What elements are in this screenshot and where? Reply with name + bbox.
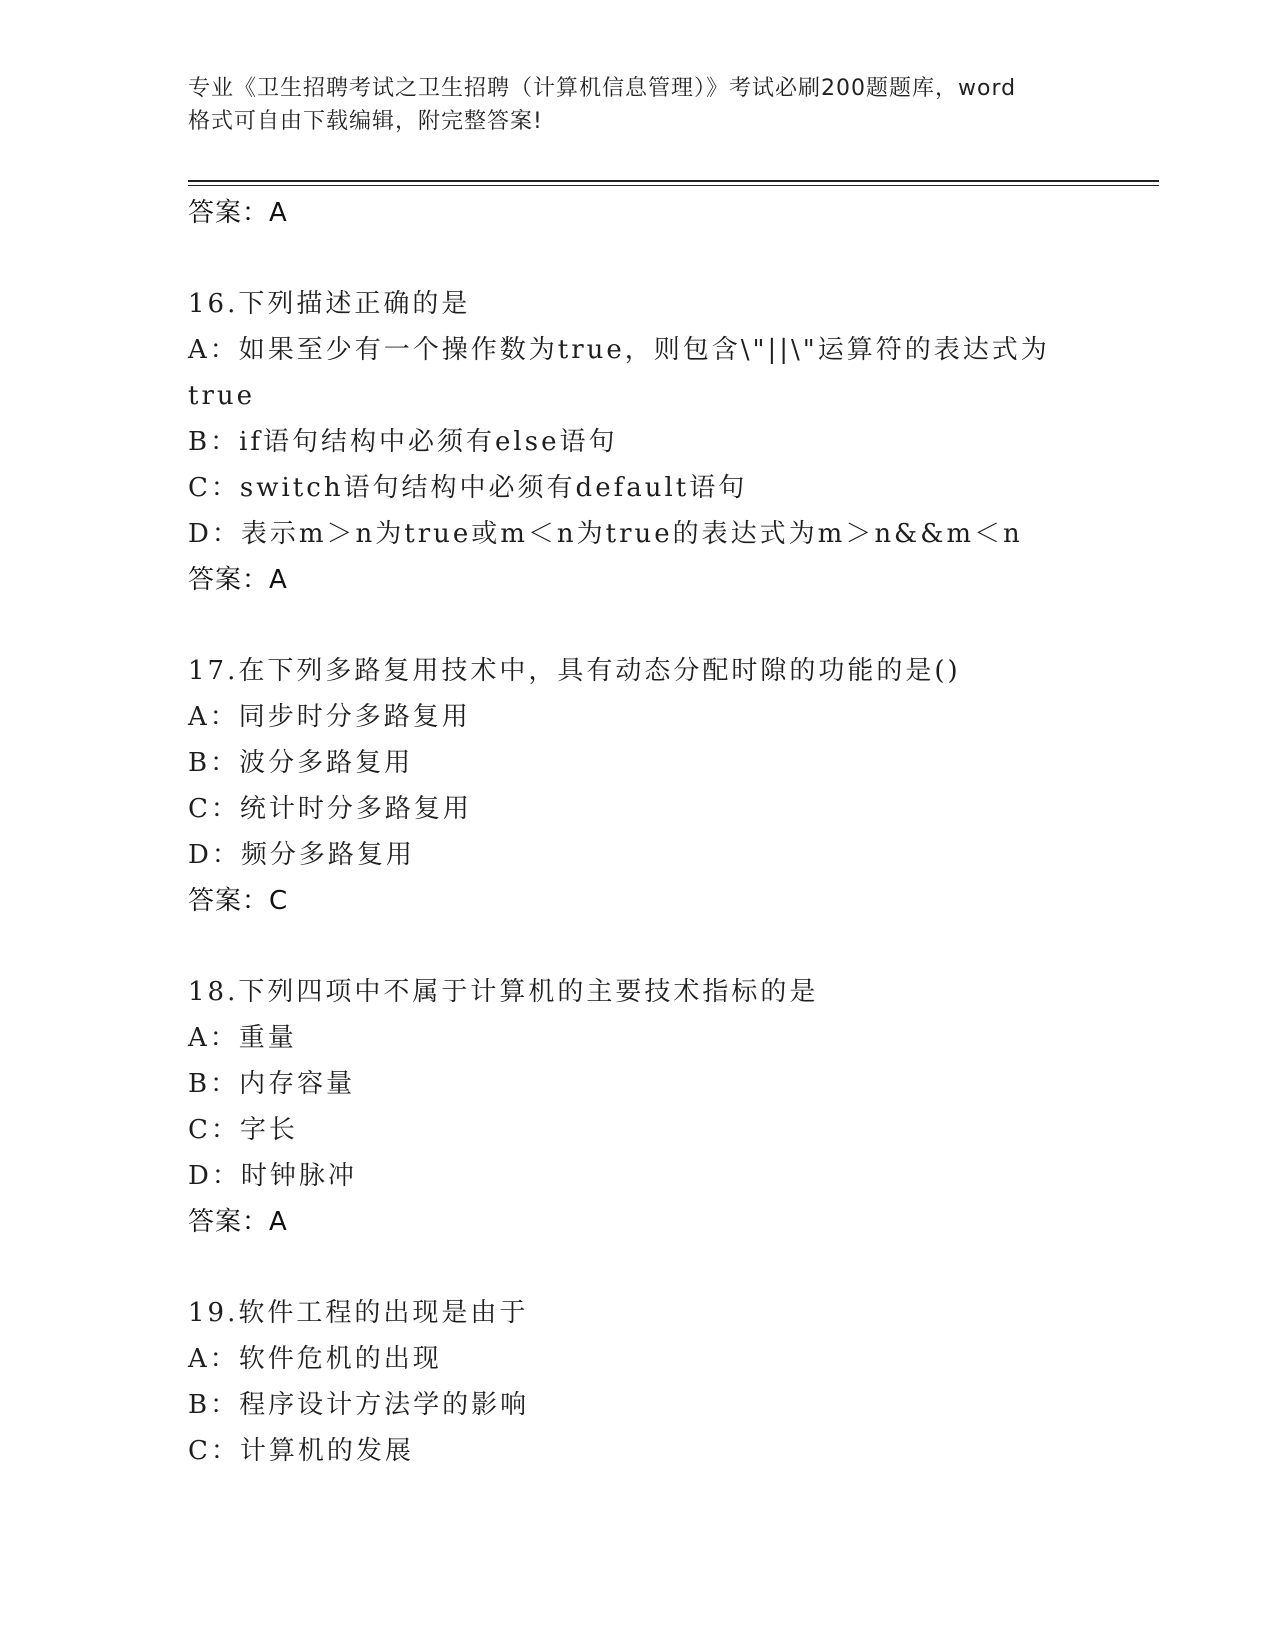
question-stem: 19.软件工程的出现是由于 [188,1298,529,1328]
option-c: C：switch语句结构中必须有default语句 [188,473,748,503]
spacer [188,603,1148,648]
option-d: D：表示m＞n为true或m＜n为true的表达式为m＞n&&m＜n [188,519,1023,549]
answer: 答案：A [188,1207,288,1237]
option-a: A：同步时分多路复用 [188,702,471,732]
option-a: A：软件危机的出现 [188,1344,442,1374]
spacer [188,1245,1148,1290]
option-c: C：统计时分多路复用 [188,794,472,824]
option-a: A：重量 [188,1023,297,1053]
header-line-1: 专业《卫生招聘考试之卫生招聘（计算机信息管理）》考试必刷200题题库，word [188,76,1017,101]
option-c: C：计算机的发展 [188,1436,414,1466]
option-b: B：波分多路复用 [188,748,414,778]
question-list [188,190,1148,1474]
header-line-2: 格式可自由下载编辑，附完整答案! [188,109,543,134]
option-b: B：内存容量 [188,1069,356,1099]
question-18 [188,969,1148,1245]
spacer [188,236,1148,281]
question-stem: 17.在下列多路复用技术中，具有动态分配时隙的功能的是() [188,656,961,686]
header-divider-thin [188,185,1159,186]
header-divider-thick [188,180,1159,182]
option-d: D：时钟脉冲 [188,1161,357,1191]
option-c: C：字长 [188,1115,298,1145]
option-b: B：程序设计方法学的影响 [188,1390,530,1420]
option-d: D：频分多路复用 [188,840,415,870]
answer: 答案：C [188,886,289,916]
question-16 [188,281,1148,603]
previous-answer: 答案：A [188,198,288,228]
spacer [188,924,1148,969]
option-a: A：如果至少有一个操作数为true，则包含\"||\"运算符的表达式为 [188,335,1050,365]
option-a-continued: true [188,381,256,411]
question-stem: 16.下列描述正确的是 [188,289,471,319]
option-b: B：if语句结构中必须有else语句 [188,427,618,457]
question-stem: 18.下列四项中不属于计算机的主要技术指标的是 [188,977,819,1007]
document-header [188,72,1108,138]
answer: 答案：A [188,565,288,595]
question-17 [188,648,1148,924]
question-19 [188,1290,1148,1474]
